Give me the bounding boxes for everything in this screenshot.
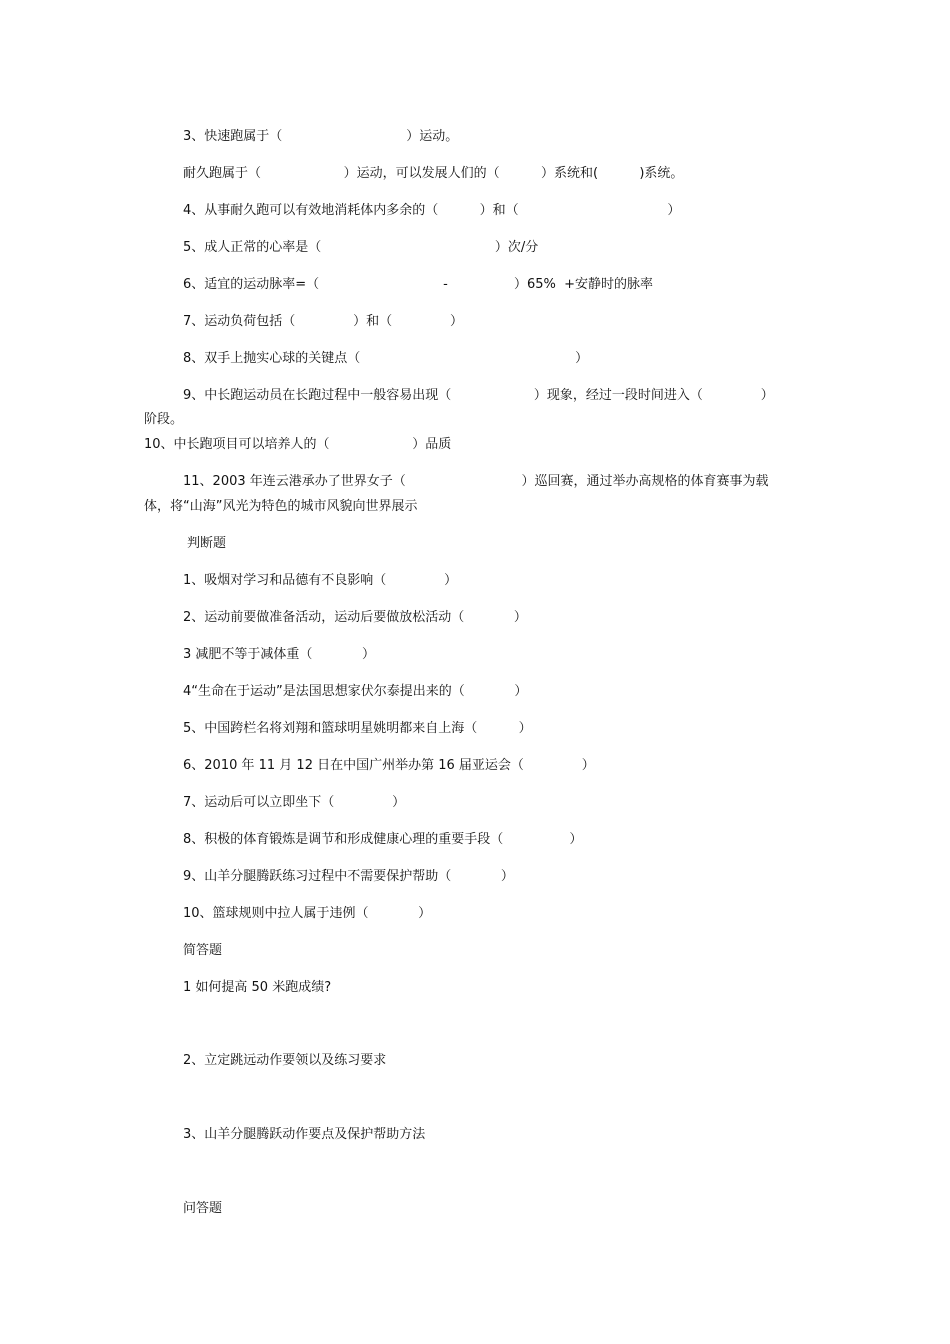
fill-in-question-9: 9、中长跑运动员在长跑过程中一般容易出现（ ）现象，经过一段时间进入（ ） <box>183 388 774 403</box>
judge-item-7: 7、运动后可以立即坐下（ ） <box>183 795 406 810</box>
fill-in-question-4: 4、从事耐久跑可以有效地消耗体内多余的（ ）和（ ） <box>183 203 681 218</box>
judge-item-4: 4“生命在于运动”是法国思想家伏尔泰提出来的（ ） <box>183 684 528 699</box>
fill-in-question-10: 10、中长跑项目可以培养人的（ ）品质 <box>144 437 452 452</box>
short-answer-heading: 简答题 <box>183 943 223 958</box>
judge-item-3: 3 减肥不等于减体重（ ） <box>183 647 375 662</box>
judge-item-6: 6、2010 年 11 月 12 日在中国广州举办第 16 届亚运会（ ） <box>183 758 595 773</box>
judge-item-8: 8、积极的体育锻炼是调节和形成健康心理的重要手段（ ） <box>183 832 583 847</box>
fill-in-question-3-cont: 耐久跑属于（ ）运动，可以发展人们的（ ）系统和( )系统。 <box>183 166 684 181</box>
fill-in-question-9-cont: 阶段。 <box>144 412 184 427</box>
judge-item-1: 1、吸烟对学习和品德有不良影响（ ） <box>183 573 458 588</box>
fill-in-question-11-cont: 体，将“山海”风光为特色的城市风貌向世界展示 <box>144 499 418 514</box>
judge-heading: 判断题 <box>187 536 227 551</box>
fill-in-question-7: 7、运动负荷包括（ ）和（ ） <box>183 314 463 329</box>
fill-in-question-3: 3、快速跑属于（ ）运动。 <box>183 129 459 144</box>
qa-heading: 问答题 <box>183 1201 223 1216</box>
short-answer-item-1: 1 如何提高 50 米跑成绩? <box>183 980 332 995</box>
judge-item-5: 5、中国跨栏名将刘翔和篮球明星姚明都来自上海（ ） <box>183 721 532 736</box>
fill-in-question-11: 11、2003 年连云港承办了世界女子（ ）巡回赛，通过举办高规格的体育赛事为载 <box>183 474 769 489</box>
judge-item-2: 2、运动前要做准备活动，运动后要做放松活动（ ） <box>183 610 527 625</box>
short-answer-item-2: 2、立定跳远动作要领以及练习要求 <box>183 1053 387 1068</box>
fill-in-question-5: 5、成人正常的心率是（ ）次/分 <box>183 240 539 255</box>
fill-in-question-6: 6、适宜的运动脉率=（ - ）65% +安静时的脉率 <box>183 277 653 292</box>
fill-in-question-8: 8、双手上抛实心球的关键点（ ） <box>183 351 589 366</box>
judge-item-10: 10、篮球规则中拉人属于违例（ ） <box>183 906 432 921</box>
judge-item-9: 9、山羊分腿腾跃练习过程中不需要保护帮助（ ） <box>183 869 514 884</box>
short-answer-item-3: 3、山羊分腿腾跃动作要点及保护帮助方法 <box>183 1127 426 1142</box>
